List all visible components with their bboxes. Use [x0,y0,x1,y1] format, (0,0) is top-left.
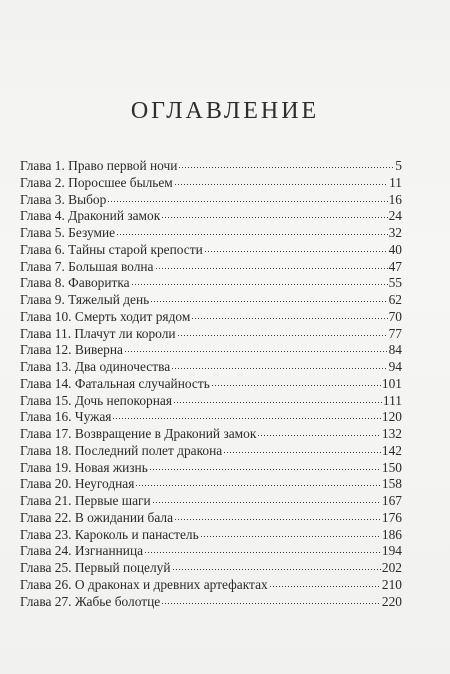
dot-leader [124,341,388,353]
toc-entry [20,208,402,225]
toc-entry-title: Глава 13. Два одиночества [20,359,171,374]
toc-entry [20,242,402,259]
toc-entry-title: Глава 4. Драконий замок [20,208,161,224]
dot-leader [112,408,380,420]
toc-entry-page-number: 24 [388,208,402,224]
toc-entry [20,577,402,594]
toc-entry [20,309,402,326]
toc-entry-page-number: 111 [382,392,402,408]
toc-entry-page-number: 16 [388,191,402,207]
toc-entry-page-number: 47 [388,258,402,274]
toc-entry [20,175,402,192]
toc-entry-page-number: 167 [381,493,402,508]
toc-entry-page-number: 11 [389,174,402,190]
dot-leader [204,241,388,253]
dot-leader [107,191,387,203]
dot-leader [200,526,381,538]
toc-entry-title: Глава 3. Выбор [20,191,107,207]
toc-entry-page-number: 142 [381,442,402,458]
toc-entry-title: Глава 10. Смерть ходит рядом [20,308,191,324]
toc-entry-page-number: 40 [388,241,402,257]
toc-entry-page-number: 32 [388,225,402,240]
dot-leader [174,174,388,186]
toc-entry-page-number: 150 [381,459,402,475]
dot-leader [155,258,388,270]
dot-leader [161,207,387,219]
toc-entry [20,158,402,175]
toc-entry-title: Глава 1. Право первой ночи [20,158,178,173]
toc-entry [20,275,402,292]
toc-entry-title: Глава 26. О драконах и древних артефактах [20,576,268,592]
toc-entry-page-number: 62 [388,292,402,307]
toc-entry [20,543,402,560]
dot-leader [150,291,387,303]
toc-entry [20,476,402,493]
toc-entry-page-number: 132 [381,426,402,441]
toc-entry-title: Глава 11. Плачут ли короли [20,325,176,341]
toc-entry-title: Глава 18. Последний полет дракона [20,442,223,458]
toc-entry-page-number: 120 [381,409,402,425]
toc-entry-page-number: 158 [381,476,402,492]
toc-entry-title: Глава 27. Жабье болотце [20,593,161,609]
toc-entry-page-number: 210 [381,576,402,592]
toc-entry-title: Глава 17. Возвращение в Драконий замок [20,426,257,441]
dot-leader [178,157,394,169]
toc-entry [20,426,402,443]
toc-entry-title: Глава 6. Тайны старой крепости [20,241,203,257]
toc-entry [20,510,402,527]
dot-leader [223,442,381,454]
toc-entry [20,493,402,510]
toc-entry-title: Глава 15. Дочь непокорная [20,392,173,408]
toc-entry-title: Глава 7. Большая волна [20,258,154,274]
toc-entry [20,192,402,209]
dot-leader [257,425,381,437]
toc-entry [20,527,402,544]
dot-leader [135,475,380,487]
toc-entry-page-number: 84 [388,342,402,358]
dot-leader [173,392,382,404]
toc-entry [20,560,402,577]
dot-leader [149,459,381,471]
toc-entry-page-number: 5 [395,158,402,173]
toc-entry-title: Глава 23. Кароколь и панастель [20,526,199,542]
toc-entry [20,594,402,611]
toc-entry-page-number: 176 [381,509,402,525]
toc-entry-title: Глава 20. Неугодная [20,476,135,492]
toc-entry-title: Глава 14. Фатальная случайность [20,375,210,391]
toc-entry [20,326,402,343]
toc-entry-title: Глава 16. Чужая [20,409,112,425]
toc-entry [20,359,402,376]
toc-entry-page-number: 70 [388,308,402,324]
toc-entry-title: Глава 19. Новая жизнь [20,459,148,475]
toc-entry [20,393,402,410]
page-title: ОГЛАВЛЕНИЕ [130,98,320,124]
toc-entry-page-number: 220 [381,593,402,609]
toc-entry-title: Глава 22. В ожидании бала [20,509,174,525]
toc-entry-title: Глава 2. Поросшее быльем [20,174,173,190]
dot-leader [191,308,387,320]
toc-entry [20,460,402,477]
dot-leader [171,358,387,370]
toc-entry-title: Глава 24. Изгнанница [20,543,144,559]
toc-entry-page-number: 194 [381,543,402,559]
dot-leader [152,492,381,504]
table-of-contents [20,158,402,610]
dot-leader [174,509,381,521]
dot-leader [172,559,381,571]
toc-entry-page-number: 186 [381,526,402,542]
toc-entry [20,292,402,309]
toc-entry [20,259,402,276]
toc-entry-title: Глава 9. Тяжелый день [20,292,150,307]
toc-entry-title: Глава 8. Фаворитка [20,275,130,291]
toc-entry-page-number: 202 [381,560,402,575]
toc-entry [20,376,402,393]
dot-leader [116,224,388,236]
toc-entry [20,409,402,426]
dot-leader [161,593,381,605]
dot-leader [144,542,381,554]
toc-entry [20,225,402,242]
toc-entry-title: Глава 12. Виверна [20,342,123,358]
toc-entry-title: Глава 21. Первые шаги [20,493,151,508]
dot-leader [269,576,381,588]
toc-entry [20,342,402,359]
dot-leader [131,274,388,286]
dot-leader [211,375,381,387]
toc-entry-title: Глава 25. Первый поцелуй [20,560,171,575]
toc-entry-page-number: 101 [381,375,402,391]
toc-entry [20,443,402,460]
toc-entry-page-number: 55 [388,275,402,291]
toc-entry-page-number: 77 [388,325,402,341]
toc-entry-page-number: 94 [388,359,402,374]
toc-entry-title: Глава 5. Безумие [20,225,116,240]
dot-leader [177,325,388,337]
